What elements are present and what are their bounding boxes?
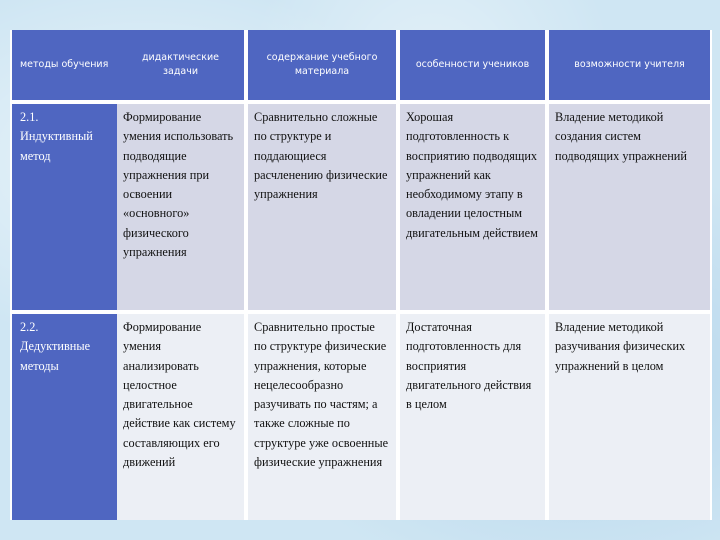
header-students: особенности учеников: [400, 30, 545, 100]
row1-task: Формирование умения использовать подводящие упражнения при освоении «основного» физического упражнения: [117, 104, 244, 310]
slide: [10, 30, 712, 520]
row2-students: Достаточная подготовленность для восприятия двигательного действия в целом: [400, 314, 545, 520]
row2-method: 2.2. Дедуктивные методы: [12, 314, 117, 520]
row1-content: Сравнительно сложные по структуре и поддающиеся расчленению физические упражнения: [248, 104, 396, 310]
header-tasks: дидактические задачи: [117, 30, 244, 100]
header-methods: методы обучения: [12, 30, 117, 100]
row2-content: Сравнительно простые по структуре физические упражнения, которые нецелесообразно разучивать по частям; а также сложные по структуре уже освоенные физические упражнения: [248, 314, 396, 520]
header-content: содержание учебного материала: [248, 30, 396, 100]
header-teacher: возможности учителя: [549, 30, 710, 100]
methods-table: [12, 30, 710, 520]
row2-task: Формирование умения анализировать целостное двигательное действие как систему составляющих его движений: [117, 314, 244, 520]
row1-students: Хорошая подготовленность к восприятию подводящих упражнений как необходимому этапу в овладении целостным двигательным действием: [400, 104, 545, 310]
row1-teacher: Владение методикой создания систем подводящих упражнений: [549, 104, 710, 310]
row2-teacher: Владение методикой разучивания физических упражнений в целом: [549, 314, 710, 520]
row1-method: 2.1. Индуктивный метод: [12, 104, 117, 310]
